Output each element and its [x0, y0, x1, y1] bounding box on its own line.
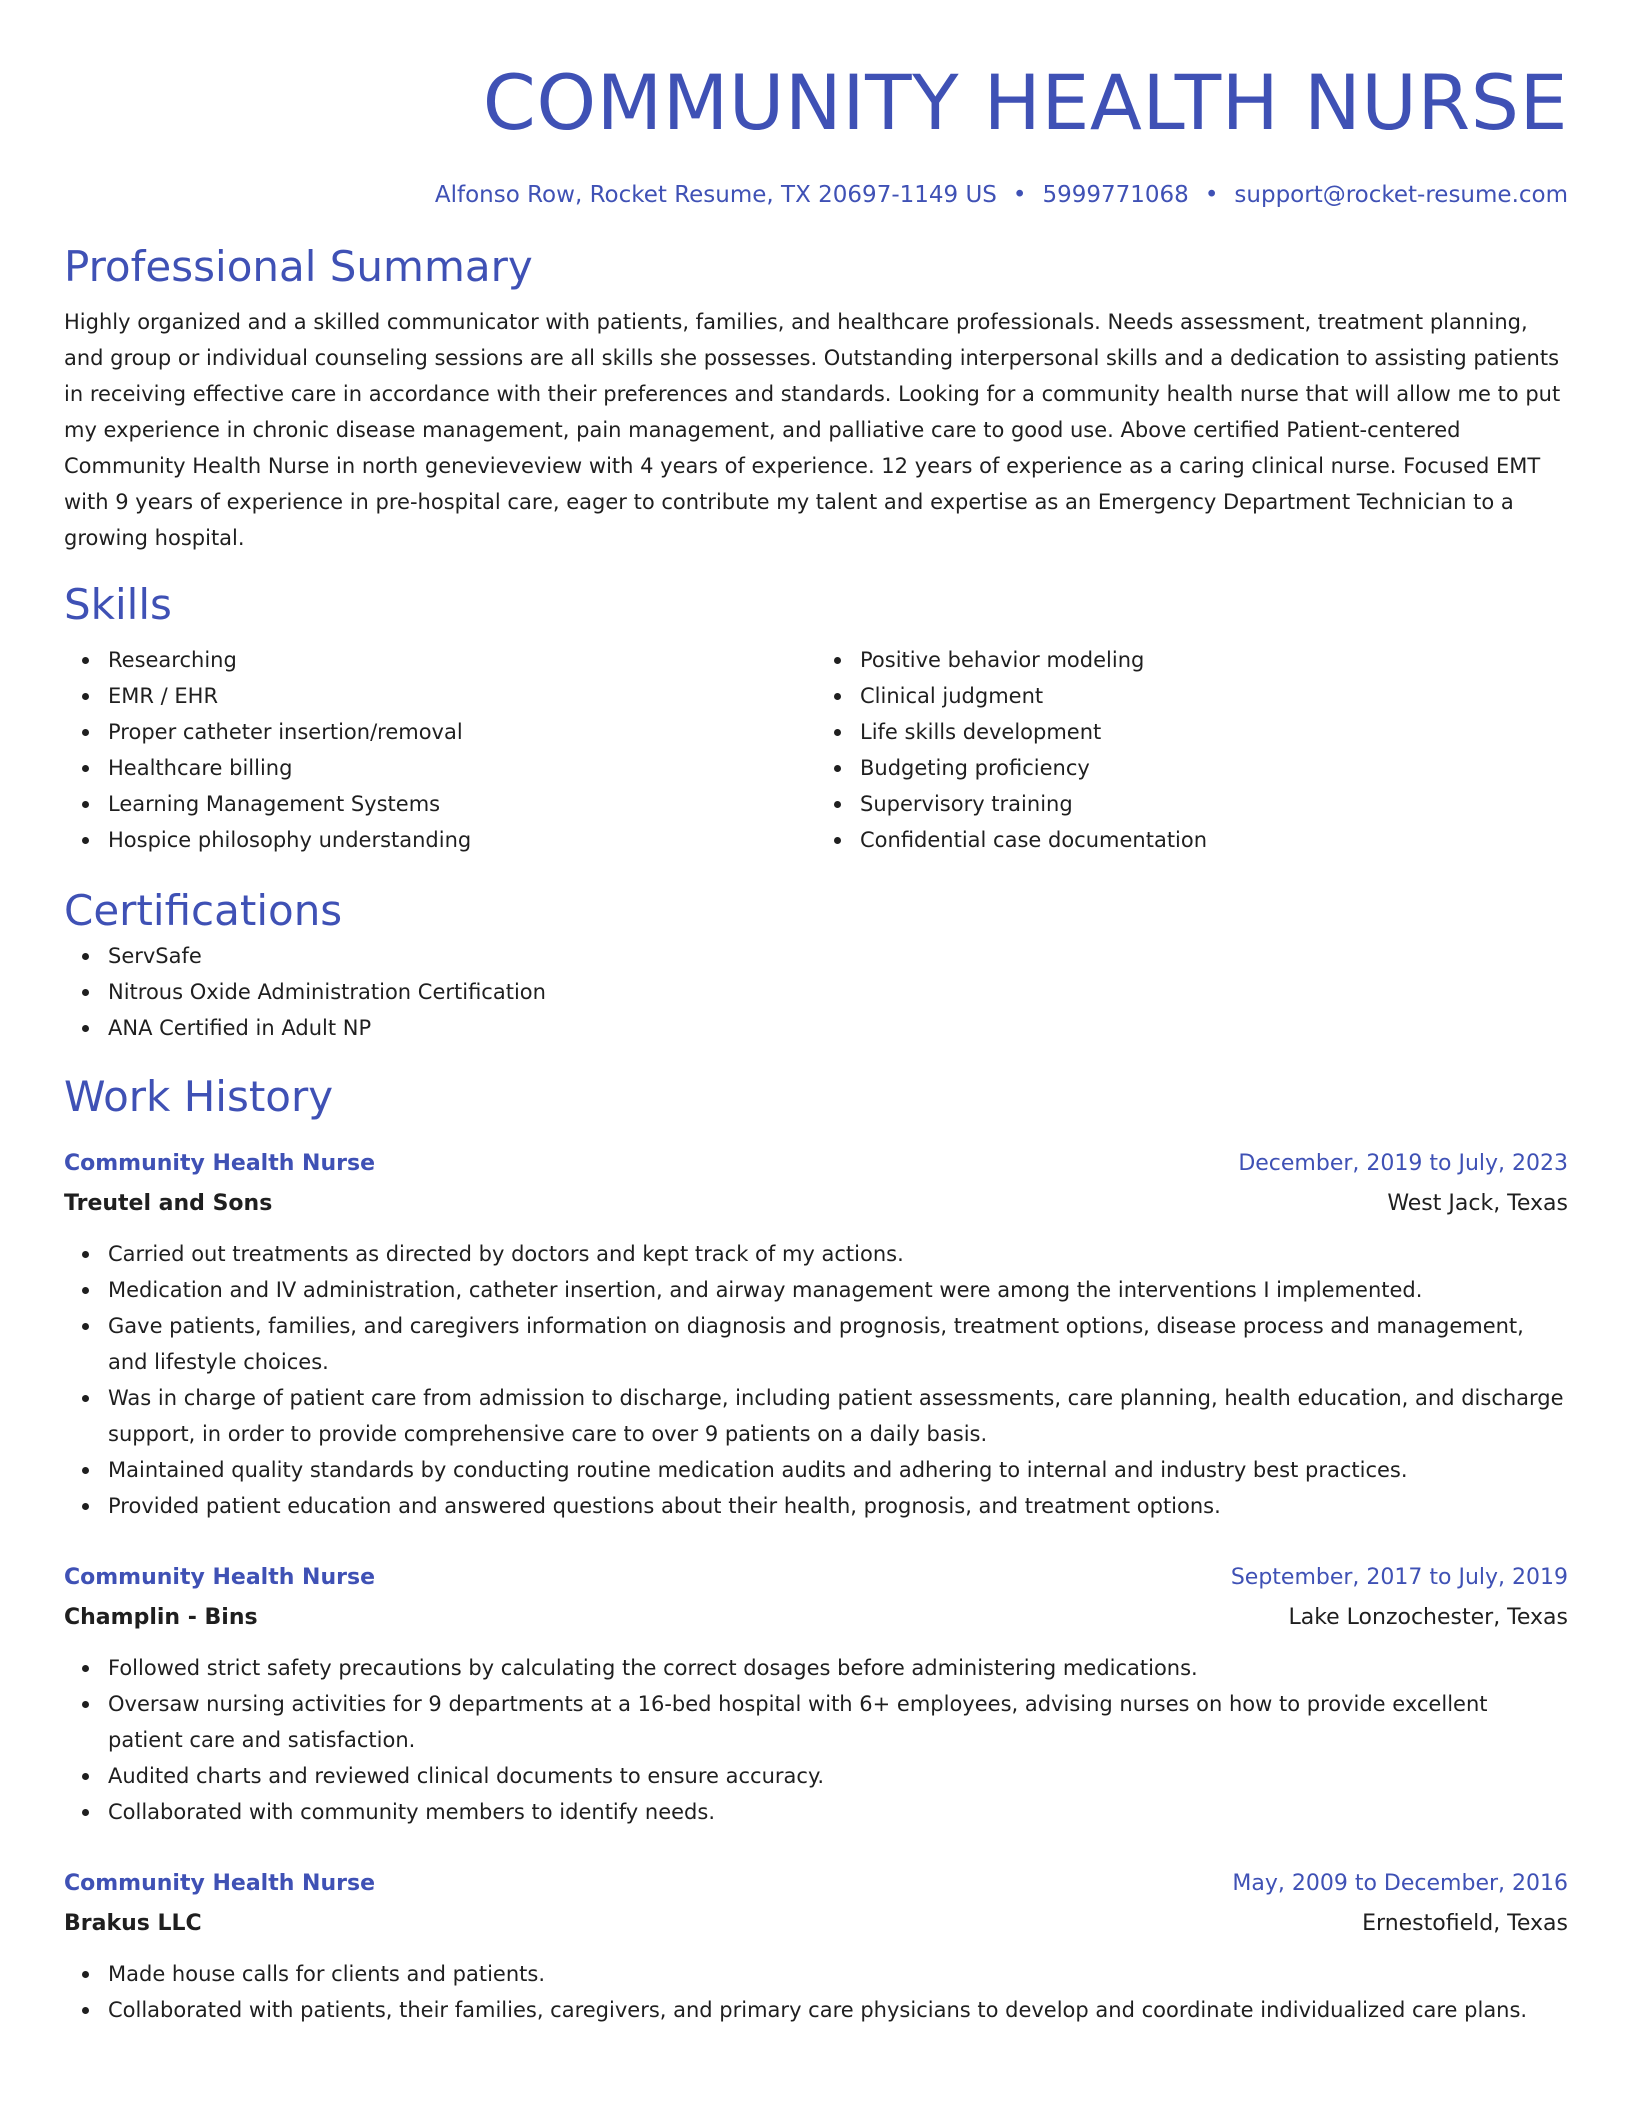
job-bullets: [64, 1236, 1568, 1524]
skill-item: Learning Management Systems: [108, 786, 816, 822]
job-bullets: [64, 1956, 1568, 2028]
job-bullet: Gave patients, families, and caregivers information on diagnosis and prognosis, treatment options, disease process and management, and lifestyle choices.: [108, 1308, 1568, 1380]
job-bullet: Oversaw nursing activities for 9 departments at a 16-bed hospital with 6+ employees, advising nurses on how to provide excellent patient care and satisfaction.: [108, 1686, 1568, 1758]
job-location: West Jack, Texas: [1387, 1191, 1568, 1216]
skill-item: Hospice philosophy understanding: [108, 822, 816, 858]
certification-item: ServSafe: [108, 938, 1568, 974]
job-company-row: [64, 1184, 1568, 1224]
job-bullet: Followed strict safety precautions by calculating the correct dosages before administering medications.: [108, 1650, 1568, 1686]
certification-item: Nitrous Oxide Administration Certification: [108, 974, 1568, 1010]
contact-separator: •: [1012, 182, 1027, 208]
job-location: Ernestofield, Texas: [1362, 1911, 1568, 1936]
job-title-row: [64, 1864, 1568, 1904]
job-dates: May, 2009 to December, 2016: [1232, 1871, 1568, 1896]
job-bullet: Carried out treatments as directed by doctors and kept track of my actions.: [108, 1236, 1568, 1272]
job-company-row: [64, 1598, 1568, 1638]
job-company: Brakus LLC: [64, 1911, 202, 1936]
page-title: COMMUNITY HEALTH NURSE: [482, 58, 1568, 147]
job-bullets: [64, 1650, 1568, 1830]
skill-item: Life skills development: [860, 714, 1568, 750]
skill-item: Budgeting proficiency: [860, 750, 1568, 786]
job-title-row: [64, 1144, 1568, 1184]
summary-heading: Professional Summary: [64, 242, 533, 291]
job-bullet: Maintained quality standards by conducting routine medication audits and adhering to internal and industry best practices.: [108, 1452, 1568, 1488]
job-dates: September, 2017 to July, 2019: [1230, 1565, 1568, 1590]
skills-list-left: [64, 642, 816, 858]
job-bullet: Audited charts and reviewed clinical documents to ensure accuracy.: [108, 1758, 1568, 1794]
work-history-heading: Work History: [64, 1072, 334, 1121]
job-title-row: [64, 1558, 1568, 1598]
certification-item: ANA Certified in Adult NP: [108, 1010, 1568, 1046]
job-title: Community Health Nurse: [64, 1871, 375, 1896]
contact-line: [64, 180, 1568, 210]
certifications-list: [64, 938, 1568, 1046]
job-title: Community Health Nurse: [64, 1565, 375, 1590]
skill-item: Supervisory training: [860, 786, 1568, 822]
certifications-heading: Certifications: [64, 886, 343, 935]
job-company-row: [64, 1904, 1568, 1944]
skill-item: Clinical judgment: [860, 678, 1568, 714]
skill-item: EMR / EHR: [108, 678, 816, 714]
job-bullet: Collaborated with patients, their families, caregivers, and primary care physicians to develop and coordinate individualized care plans.: [108, 1992, 1568, 2028]
skill-item: Confidential case documentation: [860, 822, 1568, 858]
job-location: Lake Lonzochester, Texas: [1288, 1605, 1568, 1630]
contact-email[interactable]: support@rocket-resume.com: [1234, 182, 1568, 208]
job-company: Champlin - Bins: [64, 1605, 258, 1630]
contact-address: Alfonso Row, Rocket Resume, TX 20697-1149 US: [434, 182, 997, 208]
job-bullet: Was in charge of patient care from admission to discharge, including patient assessments, care planning, health education, and discharge support, in order to provide comprehensive care to over 9 patients on a daily basis.: [108, 1380, 1568, 1452]
job-bullet: Made house calls for clients and patients.: [108, 1956, 1568, 1992]
skill-item: Proper catheter insertion/removal: [108, 714, 816, 750]
job-dates: December, 2019 to July, 2023: [1238, 1151, 1568, 1176]
job-bullet: Medication and IV administration, catheter insertion, and airway management were among the interventions I implemented.: [108, 1272, 1568, 1308]
job-entry: [64, 1144, 1568, 1524]
skills-list-right: [816, 642, 1568, 858]
job-entry: [64, 1864, 1568, 2028]
job-company: Treutel and Sons: [64, 1191, 273, 1216]
skill-item: Positive behavior modeling: [860, 642, 1568, 678]
contact-separator: •: [1204, 182, 1219, 208]
skills-heading: Skills: [64, 580, 172, 629]
contact-phone[interactable]: 5999771068: [1042, 182, 1189, 208]
skill-item: Researching: [108, 642, 816, 678]
job-entry: [64, 1558, 1568, 1830]
summary-text: Highly organized and a skilled communicator with patients, families, and healthcare professionals. Needs assessment, treatment planning, and group or individual counseling sessions are all skills she possesses. Outstanding interpersonal skills and a dedication to assisting patients in receiving effective care in accordance with their preferences and standards. Looking for a community health nurse that will allow me to put my experience in chronic disease management, pain management, and palliative care to good use. Above certified Patient-centered Community Health Nurse in north genevieveview with 4 years of experience. 12 years of experience as a caring clinical nurse. Focused EMT with 9 years of experience in pre-hospital care, eager to contribute my talent and expertise as an Emergency Department Technician to a growing hospital.: [64, 310, 1561, 550]
job-bullet: Collaborated with community members to identify needs.: [108, 1794, 1568, 1830]
resume-header: [64, 56, 1568, 210]
skills-columns: [64, 642, 1568, 858]
job-title: Community Health Nurse: [64, 1151, 375, 1176]
job-bullet: Provided patient education and answered questions about their health, prognosis, and treatment options.: [108, 1488, 1568, 1524]
skill-item: Healthcare billing: [108, 750, 816, 786]
